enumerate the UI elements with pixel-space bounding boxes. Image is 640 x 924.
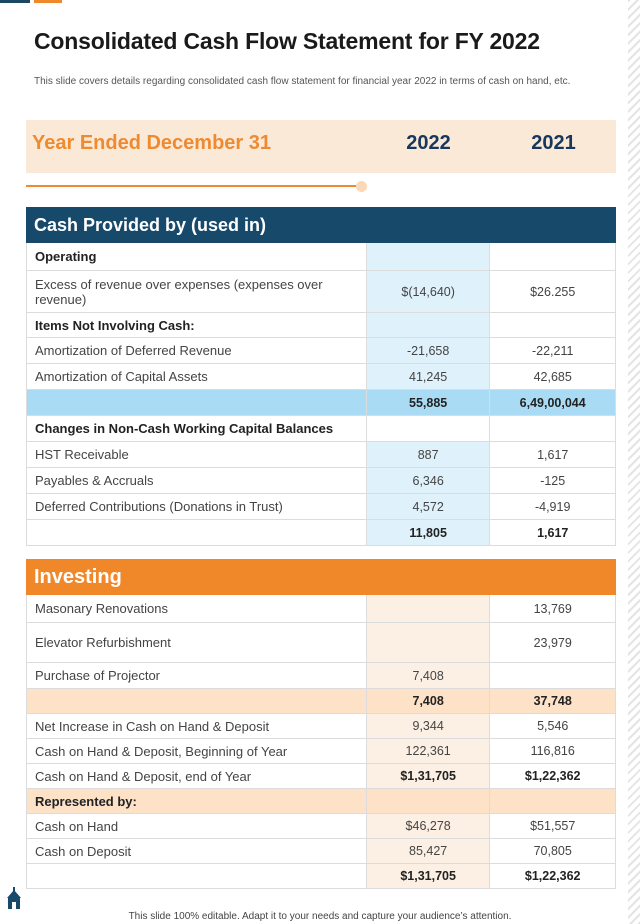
top-accent-bar-orange xyxy=(34,0,62,3)
value-2021: -125 xyxy=(540,473,566,488)
subtotal-2022: 7,408 xyxy=(366,689,491,713)
table-row xyxy=(26,714,616,739)
footer-note: This slide 100% editable. Adapt it to your needs and capture your audience’s attention. xyxy=(128,911,512,922)
table-row xyxy=(26,243,616,271)
table-row xyxy=(26,494,616,520)
table-row xyxy=(26,839,616,864)
table-row xyxy=(26,663,616,689)
investing-section xyxy=(26,559,616,889)
page-title: Consolidated Cash Flow Statement for FY 2022 xyxy=(34,28,540,54)
value-2021 xyxy=(490,663,615,688)
table-row xyxy=(26,814,616,839)
decorative-side-stripe xyxy=(628,0,640,924)
value-2022: 85,427 xyxy=(366,839,491,863)
value-2021: $26.255 xyxy=(530,284,576,299)
row-label: Amortization of Capital Assets xyxy=(35,369,208,384)
value-2021: 42,685 xyxy=(533,369,572,384)
cash-provided-heading: Cash Provided by (used in) xyxy=(26,207,616,243)
value-2022 xyxy=(366,789,491,813)
value-2022: 122,361 xyxy=(366,739,491,763)
year-2021-heading: 2021 xyxy=(531,132,576,154)
row-label: Changes in Non-Cash Working Capital Balances xyxy=(35,421,334,436)
value-2021: 23,979 xyxy=(533,635,572,650)
row-label: Cash on Hand & Deposit, end of Year xyxy=(35,768,252,784)
value-2022: 7,408 xyxy=(366,663,491,688)
row-label: Deferred Contributions (Donations in Trust) xyxy=(35,499,283,514)
value-2021: $51,557 xyxy=(530,819,576,833)
value-2022 xyxy=(366,623,491,662)
value-2022: 4,572 xyxy=(366,494,491,519)
row-label: Net Increase in Cash on Hand & Deposit xyxy=(35,718,270,734)
subtotal-2021: 37,748 xyxy=(533,694,572,708)
investing-heading: Investing xyxy=(26,559,616,595)
value-2022: $46,278 xyxy=(366,814,491,838)
table-row xyxy=(26,764,616,789)
subtotal-row xyxy=(26,390,616,416)
value-2022: 6,346 xyxy=(366,468,491,493)
subtotal-2022: $1,31,705 xyxy=(366,864,491,888)
row-label: Elevator Refurbishment xyxy=(35,635,171,650)
value-2021: -22,211 xyxy=(531,343,574,358)
row-label: Represented by: xyxy=(35,793,137,809)
row-label: Excess of revenue over expenses (expenses over revenue) xyxy=(35,276,323,307)
subtotal-2021: 6,49,00,044 xyxy=(519,395,586,410)
table-row xyxy=(26,468,616,494)
table-row xyxy=(26,416,616,442)
row-label: Cash on Deposit xyxy=(35,843,132,859)
row-label xyxy=(27,689,366,713)
table-row xyxy=(26,442,616,468)
row-label: Cash on Hand & Deposit, Beginning of Year xyxy=(35,743,288,759)
value-2022: 887 xyxy=(366,442,491,467)
divider-line xyxy=(26,185,359,187)
row-label: Masonary Renovations xyxy=(35,601,168,616)
value-2022 xyxy=(366,243,491,270)
row-label: Purchase of Projector xyxy=(35,668,161,683)
table-row xyxy=(26,313,616,338)
value-2021 xyxy=(490,789,615,813)
row-label: Operating xyxy=(35,249,97,264)
value-2022: 9,344 xyxy=(366,714,491,738)
value-2021 xyxy=(490,313,615,337)
value-2022: 41,245 xyxy=(366,364,491,389)
value-2022 xyxy=(366,416,491,441)
row-label xyxy=(27,520,366,545)
subtotal-2021: $1,22,362 xyxy=(524,869,581,883)
table-row xyxy=(26,595,616,623)
row-label: Cash on Hand xyxy=(35,818,119,834)
row-label xyxy=(27,390,366,415)
value-2022: $(14,640) xyxy=(366,271,491,312)
value-2021: 70,805 xyxy=(533,844,572,858)
value-2022: $1,31,705 xyxy=(366,764,491,788)
page-subtitle: This slide covers details regarding consolidated cash flow statement for financial year 2022 in terms of cash on hand, etc. xyxy=(34,76,571,87)
row-label: Items Not Involving Cash: xyxy=(35,317,195,333)
value-2022: -21,658 xyxy=(366,338,491,363)
subtotal-row xyxy=(26,689,616,714)
value-2022 xyxy=(366,313,491,337)
home-icon xyxy=(6,886,22,910)
value-2022 xyxy=(366,595,491,622)
value-2021 xyxy=(490,416,615,441)
divider-dot xyxy=(356,181,367,192)
table-row xyxy=(26,271,616,313)
row-label: Amortization of Deferred Revenue xyxy=(35,343,232,358)
year-2022-heading: 2022 xyxy=(406,132,451,154)
value-2021: 116,816 xyxy=(530,744,575,758)
table-row xyxy=(26,739,616,764)
subtotal-row xyxy=(26,864,616,889)
subtotal-row xyxy=(26,520,616,546)
row-label: HST Receivable xyxy=(35,447,129,462)
row-label xyxy=(27,864,366,888)
table-row xyxy=(26,338,616,364)
top-accent-bar-dark xyxy=(0,0,30,3)
table-row xyxy=(26,789,616,814)
value-2021: $1,22,362 xyxy=(524,769,581,783)
cash-provided-section xyxy=(26,207,616,546)
table-row xyxy=(26,364,616,390)
value-2021 xyxy=(490,243,615,270)
subtotal-2021: 1,617 xyxy=(537,525,569,540)
subtotal-2022: 11,805 xyxy=(366,520,491,545)
value-2021: 13,769 xyxy=(533,601,572,616)
value-2021: 5,546 xyxy=(537,719,569,733)
year-header-label: Year Ended December 31 xyxy=(32,132,272,154)
year-header xyxy=(26,120,616,173)
subtotal-2022: 55,885 xyxy=(366,390,491,415)
value-2021: 1,617 xyxy=(537,447,569,462)
row-label: Payables & Accruals xyxy=(35,473,154,488)
table-row xyxy=(26,623,616,663)
value-2021: -4,919 xyxy=(534,499,571,514)
